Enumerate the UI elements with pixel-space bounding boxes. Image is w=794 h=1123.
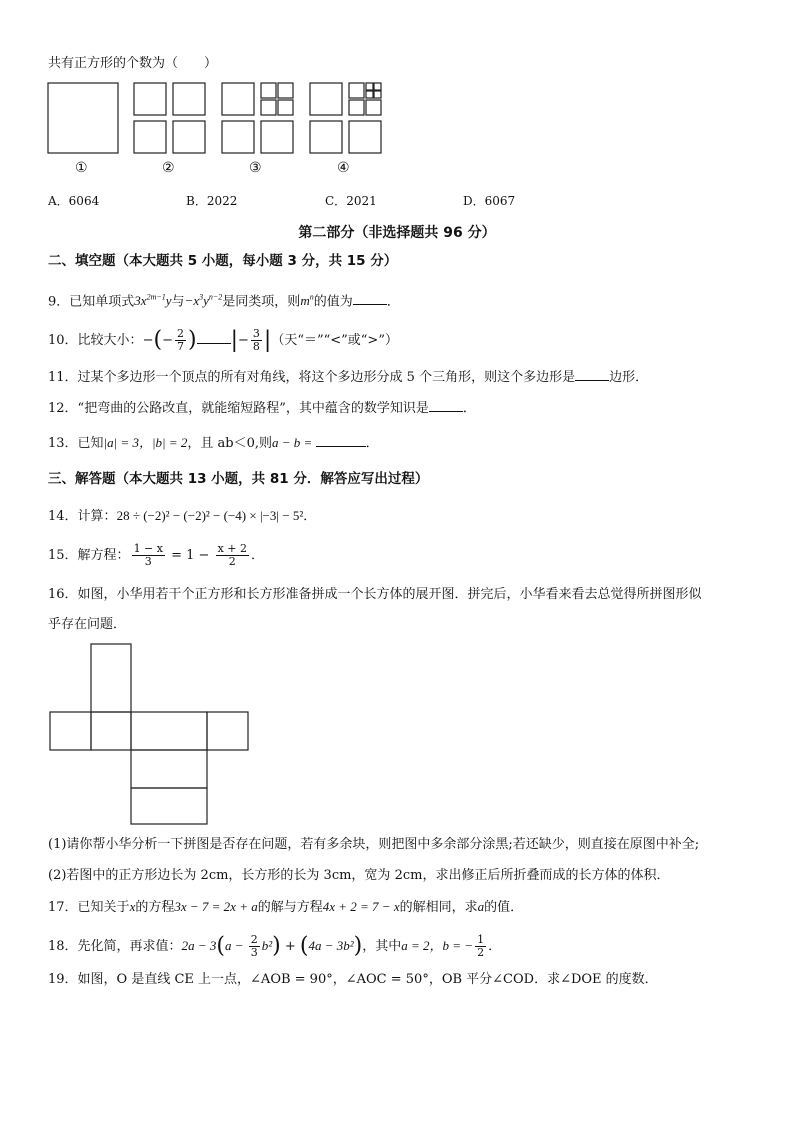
part2-title: 第二部分（非选择题共 96 分）: [298, 225, 496, 241]
option-c: C．2021: [325, 194, 377, 208]
question-16-sub1: (1)请你帮小华分析一下拼图是否存在问题，若有多余块，则把图中多余部分涂黑;若还缺少，则直接在原图中补全;: [48, 837, 700, 852]
section3-title: 三、解答题（本大题共 13 小题，共 81 分．解答应写出过程）: [48, 471, 429, 487]
question-9: 9．已知单项式$3x^{2m-1}y$与$-x^3y^{n-2}$是同类项，则$m^n$的值为 ．: [48, 293, 400, 310]
question-15: 15．解方程： $\frac{1 - x}{3}$ = 1 − $\frac{x + 2}{2}$ ．: [48, 542, 265, 568]
fig2-square: [134, 83, 166, 115]
fig-label-2: ②: [162, 160, 175, 176]
option-a: A．6064: [48, 194, 100, 208]
section2-title: 二、填空题（本大题共 5 小题，每小题 3 分，共 15 分）: [48, 253, 398, 269]
question-18: 18．先化简，再求值：2a − 3(a − $\frac{2}{3}$ b²) + (4a − 3b²)，其中a = 2，b = − $\frac{1}{2}$ ．: [48, 933, 502, 959]
question-17: 17．已知关于x的方程3x − 7 = 2x + a的解与方程4x + 2 = 7 − x的解相同，求a的值．: [48, 899, 524, 915]
q8-tail-text: 共有正方形的个数为（ ）: [48, 56, 218, 71]
question-14: 14．计算：28 ÷ (−2)² − (−2)² − (−4) × |−3| − 5²．: [48, 508, 317, 524]
option-b: B．2022: [186, 194, 238, 208]
fig-label-1: ①: [75, 160, 88, 176]
fig1-square: [48, 83, 118, 153]
fig3-square: [222, 83, 254, 115]
cuboid-net-diagram: [49, 642, 253, 828]
question-13: 13．已知|a| = 3，|b| = 2，且 ab＜0,则a − b = ．: [48, 435, 379, 451]
question-16-line2: 乎存在问题．: [48, 617, 127, 632]
question-19: 19．如图，O 是直线 CE 上一点，∠AOB = 90°，∠AOC = 50°，OB 平分∠COD．求∠DOE 的度数．: [48, 972, 658, 987]
fig-label-4: ④: [337, 160, 350, 176]
question-12: 12．“把弯曲的公路改直，就能缩短路程”，其中蕴含的数学知识是 ．: [48, 401, 476, 416]
question-11: 11．过某个多边形一个顶点的所有对角线，将这个多边形分成 5 个三角形，则这个多边形是 边形．: [48, 370, 649, 385]
fig4-square: [310, 83, 342, 115]
question-10: 10．比较大小：−(− $\frac{2}{7}$ ) |− $\frac{3}{8}$ |（天“＝”“<”或“>”）: [48, 327, 398, 353]
question-16-line1: 16．如图，小华用若干个正方形和长方形准备拼成一个长方体的展开图．拼完后，小华看来看去总觉得所拼图形似: [48, 587, 702, 602]
q8-figures: [46, 80, 446, 160]
question-16-sub2: (2)若图中的正方形边长为 2cm，长方形的长为 3cm，宽为 2cm，求出修正后所折叠而成的长方体的体积．: [48, 868, 670, 883]
option-d: D．6067: [463, 194, 516, 208]
fig-label-3: ③: [249, 160, 262, 176]
